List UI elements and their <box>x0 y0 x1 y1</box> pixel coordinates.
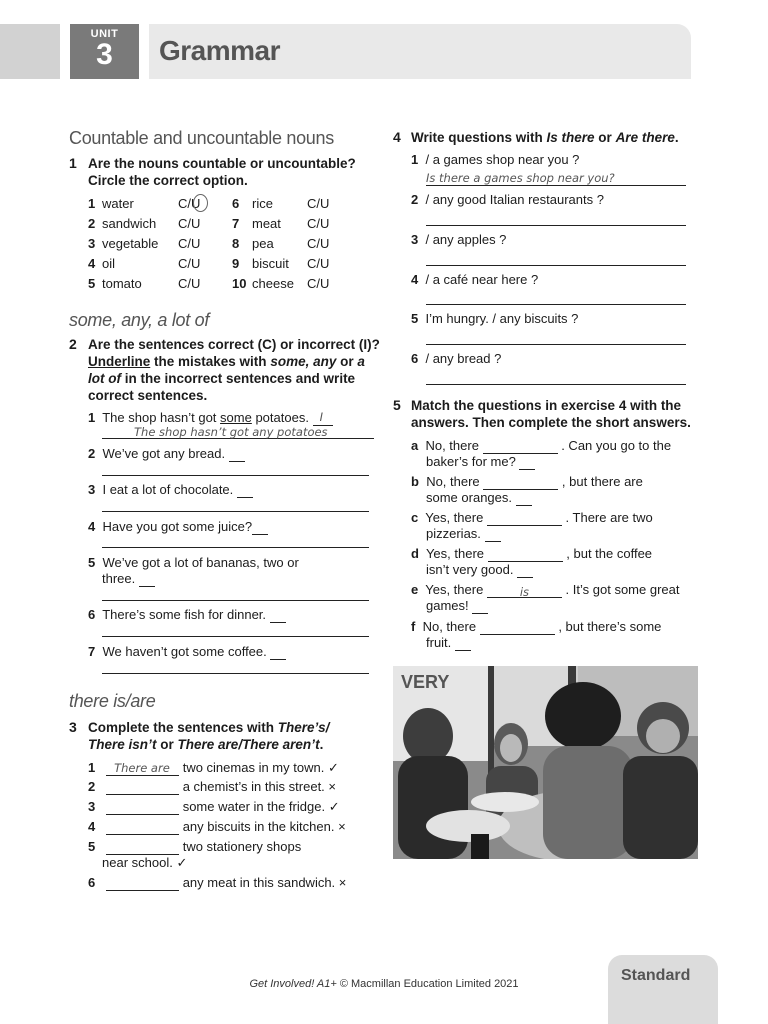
answer-blank[interactable] <box>485 528 501 542</box>
option-cu[interactable]: C/U <box>178 275 201 291</box>
answer-blank[interactable] <box>483 476 558 490</box>
answer-blank[interactable] <box>483 440 558 454</box>
answer-blank[interactable] <box>455 637 471 651</box>
footer-copyright: Get Involved! A1+ © Macmillan Education Limited 2021 <box>249 978 519 990</box>
answer-line[interactable] <box>102 673 369 674</box>
answer-line[interactable] <box>426 344 686 345</box>
option-cu[interactable]: C/U <box>307 255 330 271</box>
exercise-number: 2 <box>69 336 77 352</box>
answer-line[interactable] <box>426 225 686 226</box>
answer-blank[interactable]: There are <box>106 762 179 776</box>
list-item: 5 two stationery shops near school. ✓ <box>88 839 302 870</box>
answer-blank[interactable] <box>270 646 286 660</box>
answer-line[interactable] <box>102 511 369 512</box>
list-item: 4 / a café near here ? <box>411 272 539 287</box>
answer-blank[interactable] <box>106 801 179 815</box>
list-item: 5 We’ve got a lot of bananas, two or three. <box>88 555 299 586</box>
unit-number: 3 <box>96 38 113 71</box>
level-tab: Standard <box>608 955 718 1024</box>
table-row: 5 tomato C/U 10 cheese C/U <box>88 273 329 293</box>
exercise-instruction: Complete the sentences with There’s/ There isn’t or There are/There aren’t. <box>88 720 330 752</box>
unit-badge <box>70 24 139 79</box>
list-item: 2 a chemist’s in this street. × <box>88 779 337 794</box>
answer-blank[interactable] <box>106 841 179 855</box>
exercise-number: 4 <box>393 129 401 145</box>
section-title-some-any: some, any, a lot of <box>69 310 210 330</box>
option-cu[interactable]: C/U <box>178 255 201 271</box>
list-item: 7 We haven’t got some coffee. <box>88 644 286 660</box>
list-item: 5 I’m hungry. / any biscuits ? <box>411 311 579 326</box>
option-cu[interactable]: C/U <box>307 275 330 291</box>
exercise-number: 5 <box>393 397 401 413</box>
list-item: d Yes, there , but the coffee isn’t very good. <box>411 546 653 577</box>
table-row: 4 oil C/U 9 biscuit C/U <box>88 253 329 273</box>
list-item: 3 some water in the fridge. ✓ <box>88 799 340 814</box>
option-cu[interactable]: C/U <box>307 235 330 251</box>
answer-blank[interactable] <box>252 521 268 535</box>
list-item: 3 / any apples ? <box>411 232 507 247</box>
answer-line[interactable] <box>426 304 686 305</box>
list-item: 1 / a games shop near you ? <box>411 152 580 167</box>
answer-line[interactable] <box>426 265 686 266</box>
answer-line[interactable] <box>426 384 686 385</box>
answer-line[interactable] <box>102 636 369 637</box>
answer-blank[interactable] <box>480 621 555 635</box>
list-item: c Yes, there . There are two pizzerias. <box>411 510 653 541</box>
circle-mark <box>193 194 208 212</box>
table-row: 1 water C/U 6 rice C/U <box>88 193 329 213</box>
unit-label: UNIT <box>90 28 119 40</box>
answer-blank[interactable] <box>139 573 155 587</box>
list-item: 1 There are two cinemas in my town. ✓ <box>88 760 339 775</box>
list-item: 2 We’ve got any bread. <box>88 446 245 462</box>
list-item: 1 The shop hasn’t got some potatoes. I <box>88 410 378 426</box>
svg-text:VERY: VERY <box>401 672 450 692</box>
answer-blank[interactable] <box>106 821 179 835</box>
table-row: 2 sandwich C/U 7 meat C/U <box>88 213 329 233</box>
exercise-number: 1 <box>69 155 77 171</box>
exercise-number: 3 <box>69 719 77 735</box>
answer-line[interactable] <box>102 600 369 601</box>
answer-blank[interactable] <box>488 548 563 562</box>
list-item: 6 any meat in this sandwich. × <box>88 875 347 890</box>
answer-line[interactable] <box>102 475 369 476</box>
answer-blank[interactable] <box>517 564 533 578</box>
table-row: 3 vegetable C/U 8 pea C/U <box>88 233 329 253</box>
option-cu[interactable]: C/U <box>307 215 330 231</box>
exercise-instruction: Are the nouns countable or uncountable? Circle the correct option. <box>88 156 356 188</box>
page-title: Grammar <box>159 35 281 66</box>
answer-blank[interactable]: is <box>487 584 562 598</box>
answer-blank[interactable] <box>237 484 253 498</box>
answer-line[interactable] <box>102 547 369 548</box>
list-item: 4 any biscuits in the kitchen. × <box>88 819 346 834</box>
handwritten-answer: The shop hasn’t got any potatoes <box>134 425 328 439</box>
section-title-there-is-are: there is/are <box>69 691 156 711</box>
list-item: 2 / any good Italian restaurants ? <box>411 192 604 207</box>
section-title-countable: Countable and uncountable nouns <box>69 128 334 148</box>
list-item: a No, there . Can you go to the baker’s for me? <box>411 438 672 469</box>
option-cu[interactable]: C/U <box>178 193 232 213</box>
nouns-table <box>88 193 329 293</box>
list-item: 6 / any bread ? <box>411 351 502 366</box>
header-title-bar <box>149 24 691 79</box>
option-cu[interactable]: C/U <box>178 215 201 231</box>
list-item: b No, there , but there are some oranges. <box>411 474 643 505</box>
answer-blank[interactable] <box>106 781 179 795</box>
list-item: e Yes, there is . It’s got some great games! <box>411 582 680 613</box>
list-item: f No, there , but there’s some fruit. <box>411 619 662 650</box>
answer-blank[interactable]: I <box>313 412 333 426</box>
exercise-instruction: Are the sentences correct (C) or incorrect (I)? Underline the mistakes with some, any or a lot of in the incorrect sentences and write correct sentences. <box>88 337 380 403</box>
answer-blank[interactable] <box>487 512 562 526</box>
exercise-instruction: Write questions with Is there or Are there. <box>411 130 679 145</box>
answer-blank[interactable] <box>519 456 535 470</box>
list-item: 6 There’s some fish for dinner. <box>88 607 286 623</box>
option-cu[interactable]: C/U <box>307 195 330 211</box>
answer-blank[interactable] <box>106 877 179 891</box>
answer-blank[interactable] <box>472 600 488 614</box>
answer-blank[interactable] <box>516 492 532 506</box>
answer-line[interactable] <box>426 185 686 186</box>
exercise-instruction: Match the questions in exercise 4 with the answers. Then complete the short answers. <box>411 398 691 430</box>
option-cu[interactable]: C/U <box>178 235 201 251</box>
list-item: 3 I eat a lot of chocolate. <box>88 482 253 498</box>
handwritten-answer: Is there a games shop near you? <box>426 171 615 185</box>
answer-blank[interactable] <box>270 609 286 623</box>
cafe-photo-illustration <box>393 666 698 859</box>
list-item: 4 Have you got some juice? <box>88 519 268 535</box>
header-left-block <box>0 24 60 79</box>
cafe-photo <box>393 666 698 859</box>
answer-blank[interactable] <box>229 448 245 462</box>
